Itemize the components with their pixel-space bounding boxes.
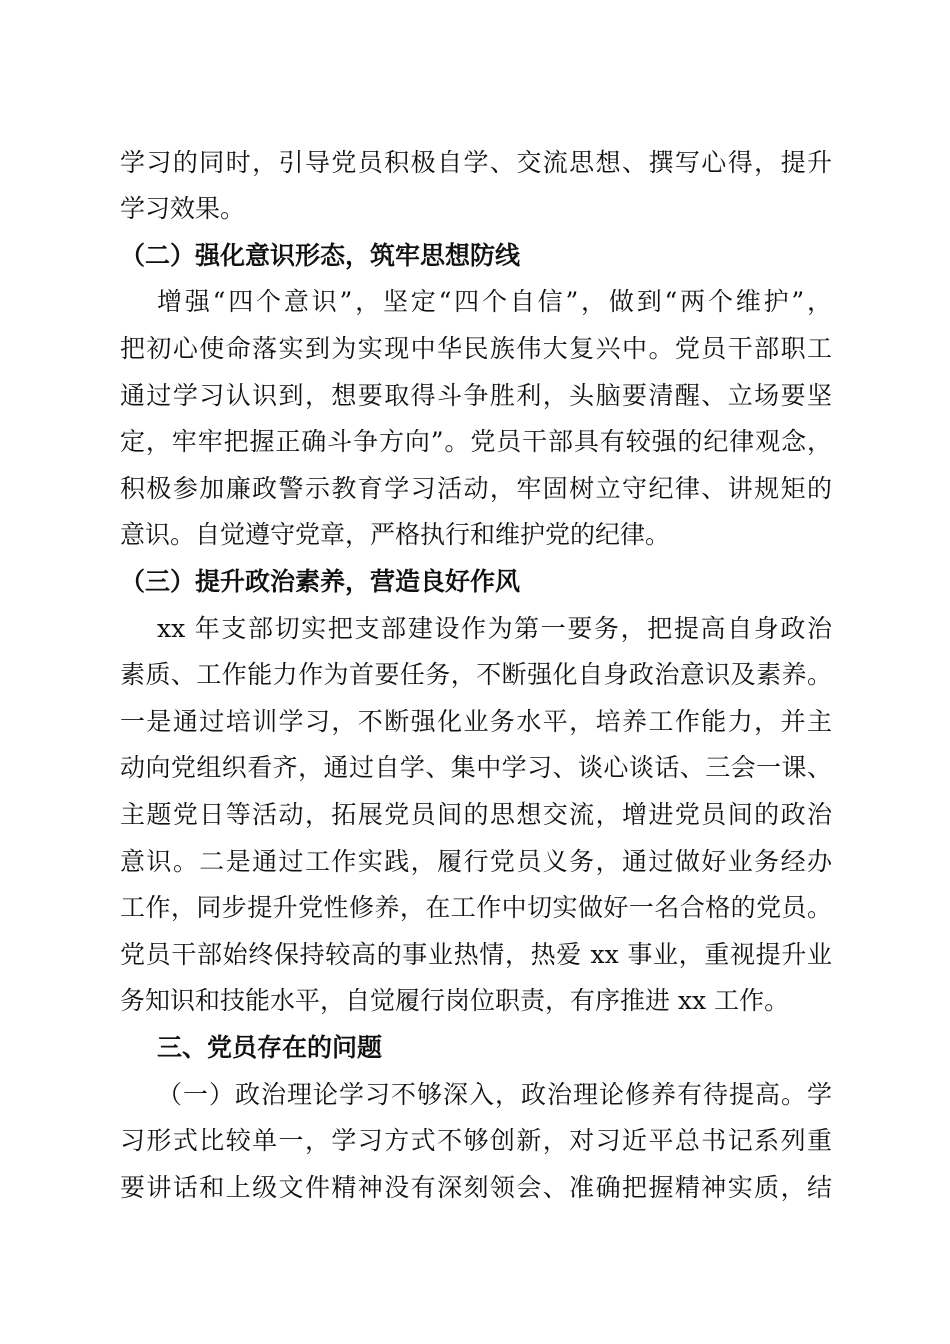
paragraph-line: 素质、工作能力作为首要任务，不断强化自身政治意识及素养。 — [120, 660, 832, 689]
paragraph-line: 主题党日等活动，拓展党员间的思想交流，增进党员间的政治 — [120, 800, 832, 829]
paragraph-line: 意识。自觉遵守党章，严格执行和维护党的纪律。 — [120, 520, 671, 549]
section-subheading: （三）提升政治素养，营造良好作风 — [120, 567, 521, 596]
paragraph-line: 增强“四个意识”，坚定“四个自信”，做到“两个维护”， — [157, 287, 832, 316]
paragraph-line: 党员干部始终保持较高的事业热情，热爱 xx 事业，重视提升业 — [120, 940, 832, 969]
paragraph-line: 积极参加廉政警示教育学习活动，牢固树立守纪律、讲规矩的 — [120, 474, 832, 503]
paragraph-line: 定，牢牢把握正确斗争方向”。党员干部具有较强的纪律观念， — [120, 427, 832, 456]
paragraph-line: xx 年支部切实把支部建设作为第一要务，把提高自身政治 — [157, 614, 832, 643]
paragraph-line: 习形式比较单一，学习方式不够创新，对习近平总书记系列重 — [120, 1126, 832, 1155]
paragraph-line: 一是通过培训学习，不断强化业务水平，培养工作能力，并主 — [120, 707, 832, 736]
paragraph-line: 意识。二是通过工作实践，履行党员义务，通过做好业务经办 — [120, 847, 832, 876]
paragraph-line: 学习的同时，引导党员积极自学、交流思想、撰写心得，提升 — [120, 148, 832, 177]
section-heading: 三、党员存在的问题 — [157, 1033, 383, 1062]
paragraph-line: 学习效果。 — [120, 194, 246, 223]
paragraph-line: 通过学习认识到，想要取得斗争胜利，头脑要清醒、立场要坚 — [120, 381, 832, 410]
paragraph-line: 工作，同步提升党性修养，在工作中切实做好一名合格的党员。 — [120, 893, 832, 922]
paragraph-line: 要讲话和上级文件精神没有深刻领会、准确把握精神实质，结 — [120, 1173, 832, 1202]
section-subheading: （二）强化意识形态，筑牢思想防线 — [120, 241, 521, 270]
paragraph-line: 把初心使命落实到为实现中华民族伟大复兴中。党员干部职工 — [120, 334, 832, 363]
paragraph-line: 务知识和技能水平，自觉履行岗位职责，有序推进 xx 工作。 — [120, 986, 790, 1015]
paragraph-line: （一）政治理论学习不够深入，政治理论修养有待提高。学 — [157, 1080, 832, 1109]
paragraph-line: 动向党组织看齐，通过自学、集中学习、谈心谈话、三会一课、 — [120, 753, 832, 782]
